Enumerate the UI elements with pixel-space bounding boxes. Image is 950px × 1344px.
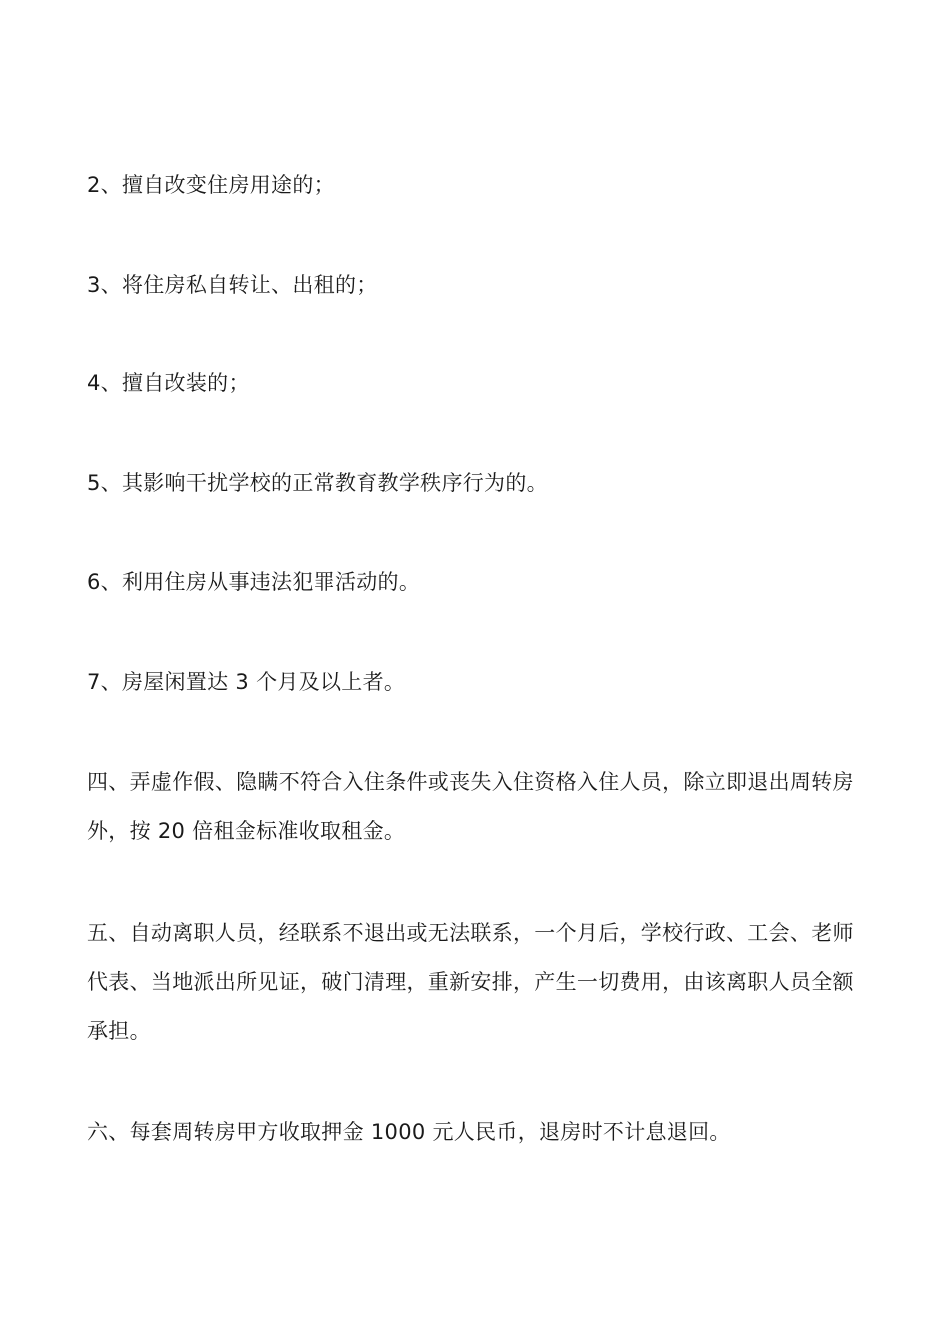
paragraph-item-7: 7、房屋闲置达 3 个月及以上者。 [87,670,406,694]
paragraph-item-2: 2、擅自改变住房用途的； [87,173,335,197]
paragraph-item-3: 3、将住房私自转让、出租的； [87,273,378,297]
paragraph-item-6: 6、利用住房从事违法犯罪活动的。 [87,570,421,594]
paragraph-section-6: 六、每套周转房甲方收取押金 1000 元人民币，退房时不计息退回。 [87,1120,731,1144]
paragraph-item-4: 4、擅自改装的； [87,371,250,395]
paragraph-section-5: 五、自动离职人员，经联系不退出或无法联系，一个月后，学校行政、工会、老师代表、当地派出所见证，破门清理，重新安排，产生一切费用，由该离职人员全额承担。 [87,921,854,1043]
paragraph-item-5: 5、其影响干扰学校的正常教育教学秩序行为的。 [87,471,548,495]
paragraph-section-4: 四、弄虚作假、隐瞒不符合入住条件或丧失入住资格入住人员，除立即退出周转房外，按 20 倍租金标准收取租金。 [87,770,854,843]
